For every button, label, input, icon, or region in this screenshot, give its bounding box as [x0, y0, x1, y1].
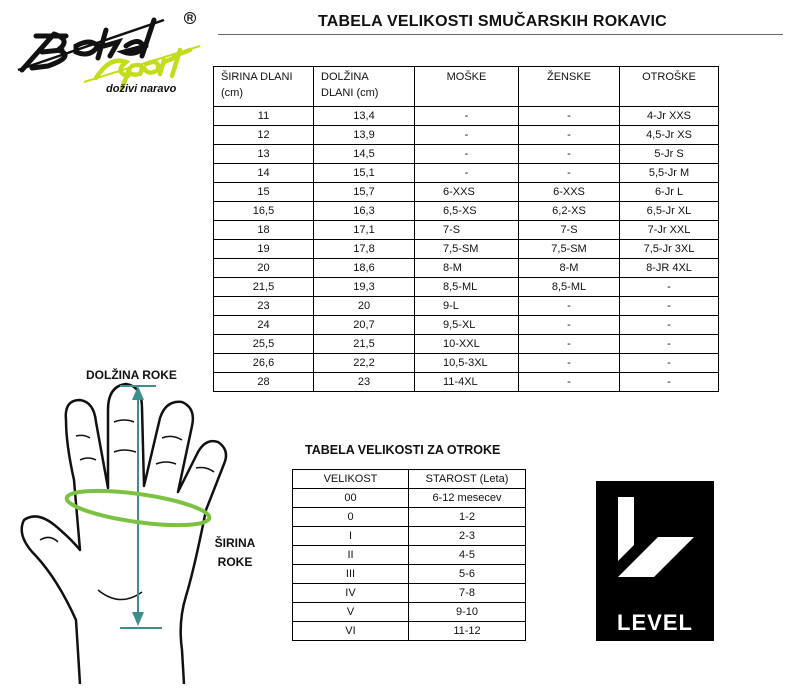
- hand-width-label-line1: ŠIRINA: [214, 536, 256, 550]
- table-row: [293, 622, 526, 641]
- table-row: [214, 183, 719, 202]
- hand-width-label-line2: ROKE: [217, 555, 253, 569]
- table-row: [293, 527, 526, 546]
- table-row: [293, 489, 526, 508]
- table-cell: 7,5-SM: [415, 240, 519, 259]
- table-row: [214, 335, 719, 354]
- table-cell: 00: [293, 489, 409, 508]
- table-cell: 6-Jr L: [620, 183, 719, 202]
- table-cell: 20: [314, 297, 415, 316]
- table-row: [214, 164, 719, 183]
- table-cell: -: [620, 278, 719, 297]
- table-cell: 2-3: [409, 527, 526, 546]
- table-row: [293, 603, 526, 622]
- table-cell: -: [519, 145, 620, 164]
- table-row: [293, 584, 526, 603]
- table-cell: 14,5: [314, 145, 415, 164]
- table-cell: 12: [214, 126, 314, 145]
- table-cell: 4,5-Jr XS: [620, 126, 719, 145]
- glove-size-table: [213, 66, 719, 392]
- table-cell: 20: [214, 259, 314, 278]
- table-cell: -: [519, 373, 620, 392]
- level-emblem-icon: [596, 481, 714, 606]
- table-row: [214, 278, 719, 297]
- table-cell: 6-XXS: [415, 183, 519, 202]
- table-cell: 8-JR 4XL: [620, 259, 719, 278]
- table-cell: 10-XXL: [415, 335, 519, 354]
- hand-measurement-illustration: [10, 360, 280, 690]
- table-cell: 7-S: [519, 221, 620, 240]
- header-age: STAROST (Leta): [409, 470, 526, 489]
- level-wordmark: LEVEL: [617, 610, 693, 635]
- table-cell: 16,3: [314, 202, 415, 221]
- table-cell: 1-2: [409, 508, 526, 527]
- table-cell: 13,9: [314, 126, 415, 145]
- table-cell: 21,5: [314, 335, 415, 354]
- table-cell: 17,1: [314, 221, 415, 240]
- table-cell: 23: [314, 373, 415, 392]
- table-cell: -: [620, 373, 719, 392]
- table-cell: 9,5-XL: [415, 316, 519, 335]
- kids-table-header-row: [293, 470, 526, 489]
- table-cell: 7-S: [415, 221, 519, 240]
- table-cell: 6,2-XS: [519, 202, 620, 221]
- table-cell: 8,5-ML: [519, 278, 620, 297]
- table-cell: 13,4: [314, 107, 415, 126]
- table-cell: 6-12 mesecev: [409, 489, 526, 508]
- header-palm-length-line1: DOLŽINA: [321, 71, 369, 83]
- table-cell: 15,7: [314, 183, 415, 202]
- table-cell: -: [519, 126, 620, 145]
- table-cell: 9-L: [415, 297, 519, 316]
- table-row: [214, 126, 719, 145]
- table-cell: 8-M: [519, 259, 620, 278]
- table-cell: 21,5: [214, 278, 314, 297]
- table-cell: 6,5-Jr XL: [620, 202, 719, 221]
- table-cell: 7,5-SM: [519, 240, 620, 259]
- table-cell: 17,8: [314, 240, 415, 259]
- table-cell: 23: [214, 297, 314, 316]
- table-cell: 24: [214, 316, 314, 335]
- table-cell: 7-8: [409, 584, 526, 603]
- header-women: ŽENSKE: [519, 67, 620, 107]
- table-cell: I: [293, 527, 409, 546]
- header-palm-length: [314, 67, 415, 107]
- table-cell: -: [620, 297, 719, 316]
- table-cell: 22,2: [314, 354, 415, 373]
- table-cell: -: [620, 316, 719, 335]
- table-cell: -: [620, 335, 719, 354]
- table-cell: III: [293, 565, 409, 584]
- header-size: VELIKOST: [293, 470, 409, 489]
- table-cell: 16,5: [214, 202, 314, 221]
- table-row: [214, 259, 719, 278]
- table-cell: V: [293, 603, 409, 622]
- table-cell: 7,5-Jr 3XL: [620, 240, 719, 259]
- table-row: [214, 297, 719, 316]
- table-cell: -: [519, 297, 620, 316]
- table-row: [214, 107, 719, 126]
- table-cell: 0: [293, 508, 409, 527]
- size-table-header-row: [214, 67, 719, 107]
- table-cell: 8,5-ML: [415, 278, 519, 297]
- table-cell: -: [519, 335, 620, 354]
- table-cell: 7-Jr XXL: [620, 221, 719, 240]
- header-palm-width: [214, 67, 314, 107]
- table-cell: -: [519, 107, 620, 126]
- table-row: [293, 508, 526, 527]
- table-cell: II: [293, 546, 409, 565]
- table-row: [214, 240, 719, 259]
- table-cell: 5,5-Jr M: [620, 164, 719, 183]
- table-row: [214, 221, 719, 240]
- header-palm-width-line2: (cm): [221, 87, 243, 99]
- table-cell: 5-6: [409, 565, 526, 584]
- table-cell: -: [620, 354, 719, 373]
- table-cell: 25,5: [214, 335, 314, 354]
- table-cell: 11: [214, 107, 314, 126]
- table-cell: 14: [214, 164, 314, 183]
- table-cell: 8-M: [415, 259, 519, 278]
- hand-outline: [10, 360, 280, 690]
- header-kids: OTROŠKE: [620, 67, 719, 107]
- table-cell: 18: [214, 221, 314, 240]
- table-cell: 6,5-XS: [415, 202, 519, 221]
- page-title: TABELA VELIKOSTI SMUČARSKIH ROKAVIC: [318, 13, 667, 30]
- table-cell: 5-Jr S: [620, 145, 719, 164]
- table-cell: -: [415, 126, 519, 145]
- table-row: [214, 373, 719, 392]
- header-palm-length-line2: DLANI (cm): [321, 87, 379, 99]
- table-cell: -: [415, 107, 519, 126]
- table-cell: 4-Jr XXS: [620, 107, 719, 126]
- table-cell: 28: [214, 373, 314, 392]
- table-cell: 9-10: [409, 603, 526, 622]
- table-cell: -: [519, 354, 620, 373]
- table-cell: 11-12: [409, 622, 526, 641]
- table-cell: 19: [214, 240, 314, 259]
- table-cell: 26,6: [214, 354, 314, 373]
- table-row: [214, 316, 719, 335]
- kids-table-title: TABELA VELIKOSTI ZA OTROKE: [305, 443, 501, 457]
- brand-logo: [14, 6, 204, 101]
- header-palm-width-line1: ŠIRINA DLANI: [221, 71, 293, 83]
- table-cell: 6-XXS: [519, 183, 620, 202]
- title-divider: [218, 34, 783, 35]
- table-cell: 15: [214, 183, 314, 202]
- length-arrow-bottom-head: [132, 612, 144, 626]
- kids-size-table: [292, 469, 526, 641]
- table-cell: IV: [293, 584, 409, 603]
- hand-width-label: [210, 534, 260, 572]
- table-cell: -: [415, 145, 519, 164]
- level-logo: [596, 481, 714, 641]
- table-row: [293, 565, 526, 584]
- table-cell: 13: [214, 145, 314, 164]
- table-cell: 15,1: [314, 164, 415, 183]
- table-cell: -: [519, 164, 620, 183]
- table-cell: VI: [293, 622, 409, 641]
- table-cell: 18,6: [314, 259, 415, 278]
- brand-tagline: doživi naravo: [106, 83, 177, 95]
- table-row: [214, 145, 719, 164]
- table-cell: -: [519, 316, 620, 335]
- registered-mark: R: [184, 12, 196, 24]
- table-cell: -: [415, 164, 519, 183]
- table-cell: 4-5: [409, 546, 526, 565]
- table-cell: 20,7: [314, 316, 415, 335]
- table-row: [214, 354, 719, 373]
- table-row: [293, 546, 526, 565]
- table-cell: 19,3: [314, 278, 415, 297]
- hand-length-label: DOLŽINA ROKE: [86, 368, 177, 382]
- table-cell: 10,5-3XL: [415, 354, 519, 373]
- table-row: [214, 202, 719, 221]
- header-men: MOŠKE: [415, 67, 519, 107]
- table-cell: 11-4XL: [415, 373, 519, 392]
